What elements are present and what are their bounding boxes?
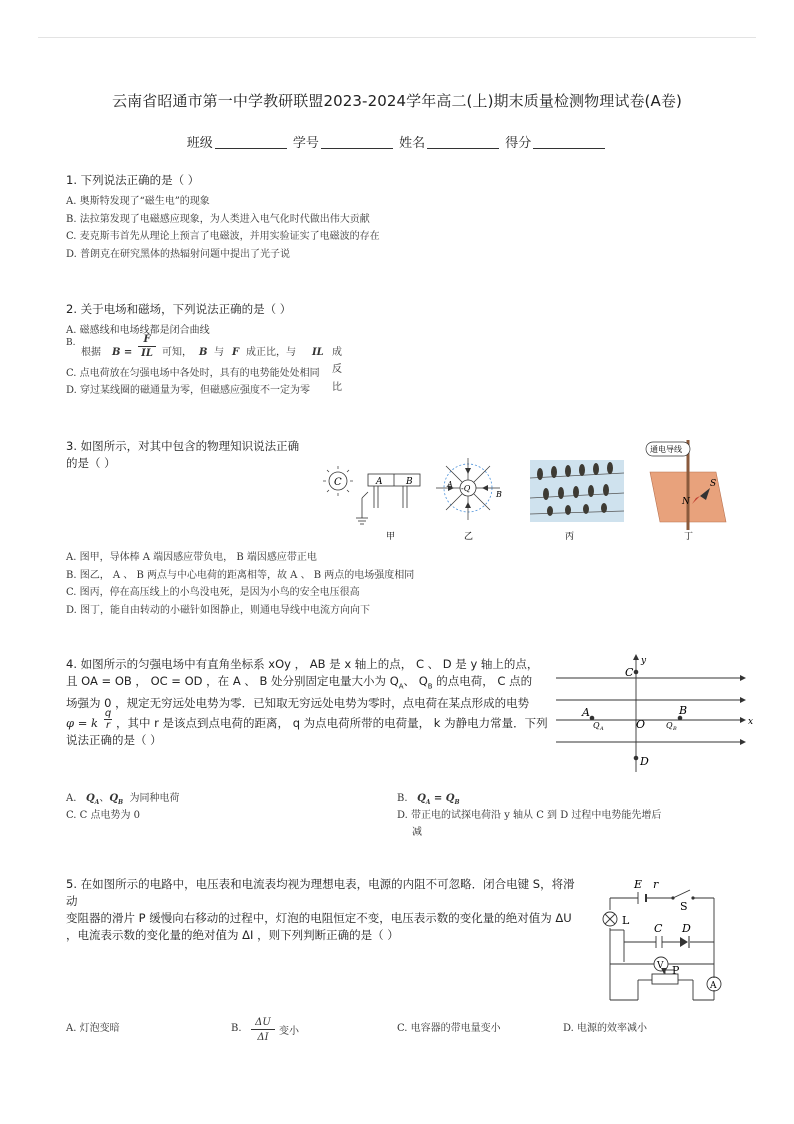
q3-option-b: B. 图乙， A 、 B 两点与中心电荷的距离相等，故 A 、 B 两点的电场强度相同 — [66, 569, 415, 581]
q2-option-d: D. 穿过某线圈的磁通量为零，但磁感应强度不一定为零 — [66, 385, 311, 396]
q4-fig-x: x — [748, 717, 754, 727]
figure-yi — [436, 458, 502, 542]
q1-option-d: D. 普朗克在研究黑体的热辐射问题中提出了光子说 — [66, 248, 291, 260]
q5-circuit — [598, 874, 730, 1008]
field-score-blank[interactable] — [533, 136, 605, 149]
q3-figures — [318, 438, 728, 546]
question-3 — [66, 438, 299, 472]
fig-label-yi: 乙 — [464, 532, 474, 542]
field-id-label: 学号 — [292, 136, 319, 151]
q5-line2: 变阻器的滑片 P 缓慢向右移动的过程中，灯泡的电阻恒定不变，电压表示数的变化量的绝对值为 ΔU — [66, 911, 572, 925]
field-id-blank[interactable] — [321, 136, 393, 149]
q2-stem: 2. 关于电场和磁场，下列说法正确的是（ ） — [66, 302, 292, 316]
q5-fig-c: C — [654, 922, 663, 935]
figure-jia — [323, 466, 420, 542]
q4-fig-b: B — [679, 704, 688, 717]
q1-option-b: B. 法拉第发现了电磁感应现象，为人类进入电气化时代做出伟大贡献 — [66, 213, 370, 225]
q3-stem-line1: 3. 如图所示，对其中包含的物理知识说法正确 — [66, 439, 300, 453]
q1-stem: 1. 下列说法正确的是（ ） — [66, 173, 200, 187]
q4-fig-qb-sub: B — [673, 726, 677, 732]
q1-option-c: C. 麦克斯韦首先从理论上预言了电磁波，并用实验证实了电磁波的存在 — [66, 231, 380, 242]
question-3-options — [66, 549, 414, 619]
q3-option-d: D. 图丁，能自由转动的小磁针如图静止，则通电导线中电流方向向下 — [66, 604, 371, 616]
q5-fig-a: A — [710, 981, 717, 991]
fig-yi-b: B — [496, 490, 502, 499]
q4-line1: 4. 如图所示的匀强电场中有直角坐标系 xOy ， AB 是 x 轴上的点， C 、 D 是 y 轴上的点， — [66, 657, 539, 671]
fig-label-ding: 丁 — [684, 532, 694, 542]
field-class-blank[interactable] — [215, 136, 287, 149]
q5-fig-s: S — [680, 900, 688, 913]
fig-ding-s: S — [710, 479, 717, 489]
q4-option-d: D. 带正电的试探电荷沿 y 轴从 C 到 D 过程中电势能先增后 — [397, 810, 662, 821]
q4-fig-a: A — [582, 706, 590, 719]
q4-line2: 且 OA = OB ， OC = OD ，在 A 、 B 处分别固定电量大小为 $Q_A$、 $Q_B$ 的点电荷， C 点的 — [66, 674, 533, 691]
q4-fig-qb: Q — [666, 721, 673, 730]
top-divider — [38, 37, 756, 38]
q4-fig-c: C — [625, 666, 634, 679]
q5-fig-p: P — [672, 964, 680, 977]
q5-fig-e: E — [634, 878, 643, 891]
question-5 — [66, 876, 586, 944]
fig-jia-a: A — [376, 477, 383, 487]
q5-line3: ，电流表示数的变化量的绝对值为 ΔI ，则下列判断正确的是（ ） — [66, 928, 399, 942]
fig-ding-n: N — [682, 497, 690, 507]
q4-fig-d: D — [640, 755, 649, 768]
q5-option-d: D. 电源的效率减小 — [563, 1023, 648, 1034]
question-5-options: A. 灯泡变暗 B. ΔU ΔI 变小 C. 电容器的带电量变小 D. 电源的效率减小 — [66, 1017, 648, 1043]
fig-label-bing: 丙 — [565, 532, 575, 542]
q4-option-b: B. $Q_A = Q_B$ — [397, 793, 460, 806]
q2-option-b: B. 根据 B = F IL 可知， B 与 F 成正比，与 IL 成反比 — [66, 333, 342, 393]
q5-fig-v: V — [657, 961, 664, 971]
field-name-blank[interactable] — [427, 136, 499, 149]
q4-line4: φ = k q r ，其中 r 是该点到点电荷的距离， q 为点电荷所带的电荷量， k 为静电力常量．下列 — [66, 708, 548, 732]
q5-line1: 5. 在如图所示的电路中，电压表和电流表均视为理想电表，电源的内阻不可忽略．闭合电键 S，将滑动 — [66, 877, 575, 908]
fig-jia-b: B — [406, 477, 413, 487]
q4-fig-qa: Q — [593, 721, 600, 730]
fig-label-jia: 甲 — [386, 532, 396, 542]
fig-yi-a: A — [447, 480, 453, 489]
question-2 — [66, 301, 342, 400]
q4-line3: 场强为 0 ，规定无穷远处电势为零．已知取无穷远处电势为零时，点电荷在某点形成的电势 — [66, 696, 530, 711]
q1-option-a: A. 奥斯特发现了“磁生电”的现象 — [66, 196, 210, 207]
q4-line5: 说法正确的是（ ） — [66, 733, 162, 748]
q4-figure — [552, 652, 756, 776]
fig-ding-bubble: 通电导线 — [650, 445, 682, 454]
figure-ding — [646, 440, 726, 542]
fig-jia-c: C — [334, 477, 342, 488]
info-fields — [0, 132, 794, 151]
field-score-label: 得分 — [505, 136, 532, 151]
q4-option-d-cont: 减 — [412, 827, 422, 838]
q5-option-c: C. 电容器的带电量变小 — [397, 1023, 501, 1034]
q3-option-a: A. 图甲，导体棒 A 端因感应带负电， B 端因感应带正电 — [66, 552, 317, 563]
q5-fig-r: r — [653, 878, 659, 891]
q5-option-a: A. 灯泡变暗 — [66, 1023, 120, 1034]
field-name-label: 姓名 — [399, 136, 426, 151]
q4-fig-o: O — [636, 718, 646, 731]
q5-fig-l: L — [622, 914, 630, 927]
fig-yi-q: -Q — [461, 484, 471, 493]
q4-option-c: C. C 点电势为 0 — [66, 810, 141, 821]
q3-stem-line2: 的是（ ） — [66, 456, 116, 470]
q2-option-c: C. 点电荷放在匀强电场中各处时，具有的电势能处处相同 — [66, 367, 320, 379]
q4-fig-y: y — [641, 656, 647, 666]
q4-fig-qa-sub: A — [600, 726, 604, 732]
page-title: 云南省昭通市第一中学教研联盟2023-2024学年高二(上)期末质量检测物理试卷(A卷) — [112, 92, 682, 110]
question-1 — [66, 172, 380, 263]
q3-option-c: C. 图丙，停在高压线上的小鸟没电死，是因为小鸟的安全电压很高 — [66, 587, 360, 598]
q5-fig-d: D — [682, 922, 691, 935]
q2-option-a: A. 磁感线和电场线都是闭合曲线 — [66, 325, 210, 336]
figure-bing — [530, 460, 624, 542]
q4-option-a: A. $Q_A$、$Q_B$ 为同种电荷 — [66, 793, 180, 806]
field-class-label: 班级 — [186, 136, 213, 151]
question-4 — [66, 656, 546, 749]
